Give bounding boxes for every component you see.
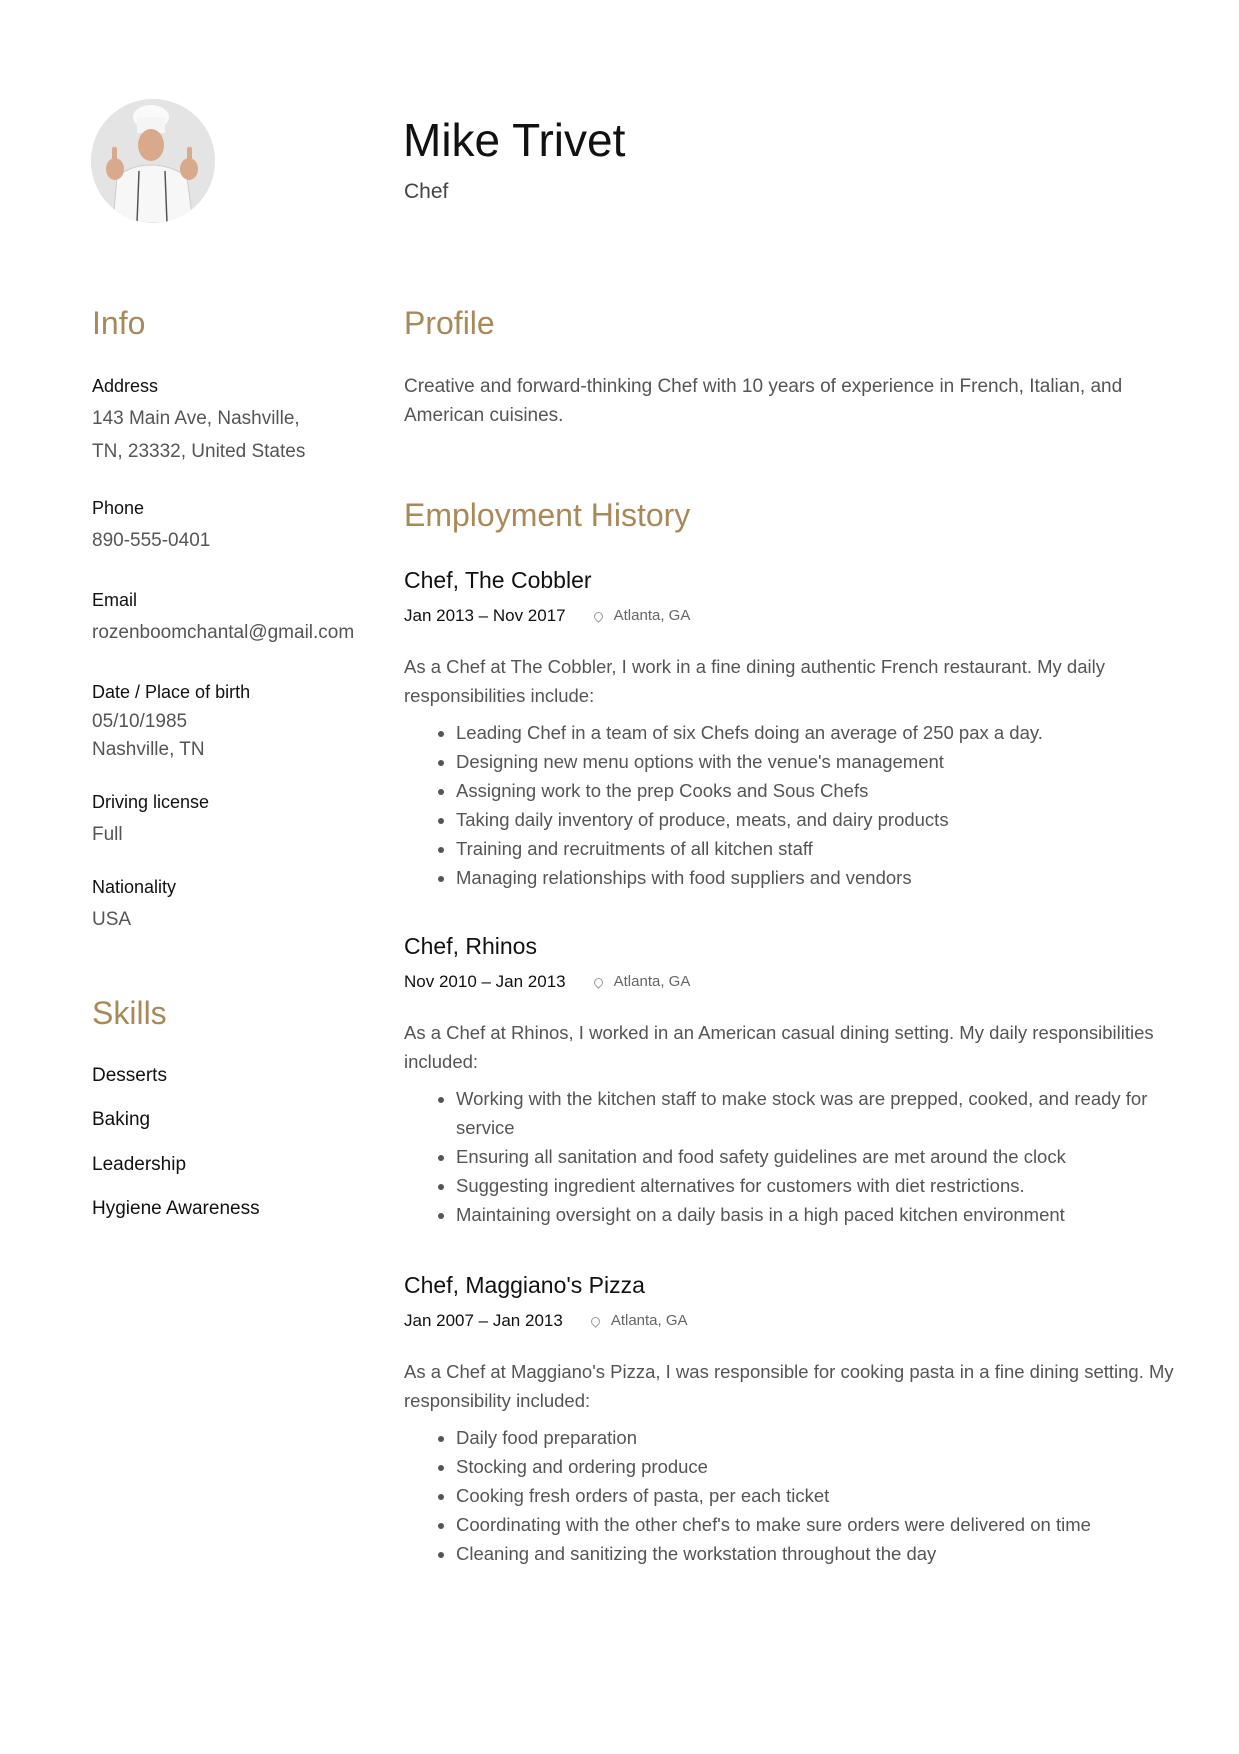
- job-bullet: • Suggesting ingredient alternatives for customers with diet restrictions.: [456, 1171, 1184, 1200]
- info-label: Address: [92, 376, 159, 396]
- job-bullet: • Coordinating with the other chef's to make sure orders were delivered on time: [456, 1510, 1184, 1539]
- job-meta: [404, 969, 1184, 995]
- job-dates: Nov 2010 – Jan 2013: [404, 972, 566, 991]
- candidate-name: Mike Trivet: [403, 114, 626, 166]
- employment-heading: Employment History: [404, 497, 691, 533]
- location-pin-icon: [592, 610, 605, 623]
- job-meta: [404, 603, 1184, 629]
- info-value: Nashville, TN: [92, 739, 205, 760]
- info-value: 890-555-0401: [92, 530, 211, 551]
- candidate-role: Chef: [404, 180, 449, 203]
- job-bullet: • Assigning work to the prep Cooks and Sous Chefs: [456, 776, 1184, 805]
- info-value: TN, 23332, United States: [92, 441, 306, 462]
- job-location-text: Atlanta, GA: [613, 973, 691, 990]
- info-item: [92, 372, 372, 466]
- job-bullet: • Daily food preparation: [456, 1423, 1184, 1452]
- info-item: [92, 494, 372, 555]
- info-value: rozenboomchantal@gmail.com: [92, 622, 355, 643]
- info-label: Phone: [92, 498, 145, 518]
- info-label: Email: [92, 590, 138, 610]
- info-label: Date / Place of birth: [92, 682, 251, 702]
- info-value: 05/10/1985: [92, 711, 188, 732]
- job-title: Chef, The Cobbler: [404, 567, 592, 593]
- info-item: [92, 788, 372, 849]
- job-bullet: • Stocking and ordering produce: [456, 1452, 1184, 1481]
- location-pin-icon: [592, 976, 605, 989]
- info-item: [92, 873, 372, 934]
- job-meta: [404, 1308, 1184, 1334]
- job-bullets: [404, 718, 1184, 892]
- job-bullet: • Taking daily inventory of produce, meats, and dairy products: [456, 805, 1184, 834]
- profile-text: Creative and forward-thinking Chef with 10 years of experience in French, Italian, and American cuisines.: [404, 376, 1123, 426]
- job-dates: Jan 2013 – Nov 2017: [404, 606, 566, 625]
- job-entry: [404, 1270, 1184, 1568]
- chef-photo-icon: [91, 99, 215, 223]
- info-value: Full: [92, 824, 123, 845]
- job-bullet: • Leading Chef in a team of six Chefs doing an average of 250 pax a day.: [456, 718, 1184, 747]
- job-location-text: Atlanta, GA: [610, 1312, 688, 1329]
- info-heading: Info: [92, 305, 146, 341]
- job-bullets: [404, 1423, 1184, 1568]
- job-bullet: • Ensuring all sanitation and food safety guidelines are met around the clock: [456, 1142, 1184, 1171]
- job-description: As a Chef at The Cobbler, I work in a fine dining authentic French restaurant. My daily responsibilities include:: [404, 656, 1105, 706]
- skill-item: Hygiene Awareness: [92, 1198, 260, 1219]
- job-bullet: • Maintaining oversight on a daily basis in a high paced kitchen environment: [456, 1200, 1184, 1229]
- job-location: [594, 969, 691, 995]
- info-label: Nationality: [92, 877, 177, 897]
- job-bullets: [404, 1084, 1184, 1229]
- job-bullet: • Training and recruitments of all kitchen staff: [456, 834, 1184, 863]
- skill-item: Leadership: [92, 1154, 187, 1175]
- job-bullet: • Working with the kitchen staff to make stock was are prepped, cooked, and ready for service: [456, 1084, 1184, 1142]
- job-bullet: • Managing relationships with food suppliers and vendors: [456, 863, 1184, 892]
- job-title: Chef, Maggiano's Pizza: [404, 1272, 645, 1298]
- info-item: [92, 678, 372, 762]
- info-value: 143 Main Ave, Nashville,: [92, 408, 300, 429]
- job-description: As a Chef at Maggiano's Pizza, I was responsible for cooking pasta in a fine dining setting. My responsibility included:: [404, 1361, 1174, 1411]
- job-location: [591, 1308, 688, 1334]
- job-description: As a Chef at Rhinos, I worked in an American casual dining setting. My daily responsibilities included:: [404, 1022, 1154, 1072]
- job-dates: Jan 2007 – Jan 2013: [404, 1311, 563, 1330]
- job-title: Chef, Rhinos: [404, 933, 537, 959]
- job-entry: [404, 565, 1184, 892]
- info-label: Driving license: [92, 792, 210, 812]
- info-value: USA: [92, 909, 132, 930]
- avatar: [91, 99, 215, 223]
- info-item: [92, 586, 372, 647]
- job-bullet: • Cooking fresh orders of pasta, per each ticket: [456, 1481, 1184, 1510]
- skills-heading: Skills: [92, 995, 167, 1031]
- profile-heading: Profile: [404, 305, 495, 341]
- job-bullet: • Designing new menu options with the venue's management: [456, 747, 1184, 776]
- skill-item: Desserts: [92, 1065, 167, 1086]
- location-pin-icon: [589, 1315, 602, 1328]
- job-bullet: • Cleaning and sanitizing the workstation throughout the day: [456, 1539, 1184, 1568]
- job-location-text: Atlanta, GA: [613, 607, 691, 624]
- job-entry: [404, 931, 1184, 1229]
- skill-item: Baking: [92, 1109, 151, 1130]
- job-location: [594, 603, 691, 629]
